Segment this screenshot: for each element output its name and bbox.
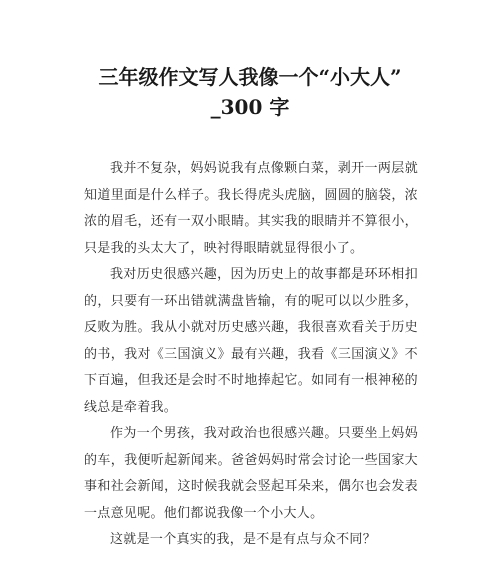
paragraph-conclusion: 这就是一个真实的我，是不是有点与众不同？ — [110, 532, 377, 547]
article-title-line-2: _300 字 — [210, 95, 290, 119]
paragraph-politics: 作为一个男孩，我对政治也很感兴趣。只要坐上妈妈的车，我便听起新闻来。爸爸妈妈时常会讨论一些国家大事和社会新闻，这时候我就会竖起耳朵来，偶尔也会发表一点意见呢。他们都说我像一个小大人。 — [84, 426, 418, 521]
article-title — [80, 62, 420, 122]
paragraph-history: 我对历史很感兴趣，因为历史上的故事都是环环相扣的，只要有一环出错就满盘皆输，有的呢可以以少胜多，反败为胜。我从小就对历史感兴趣，我很喜欢看关于历史的书，我对《三国演义》最有兴趣，我看《三国演义》不下百遍，但我还是会时不时地捧起它。如同有一根神秘的线总是牵着我。 — [84, 267, 418, 415]
paragraph-appearance: 我并不复杂，妈妈说我有点像颗白菜，剥开一两层就知道里面是什么样子。我长得虎头虎脑，圆圆的脑袋，浓浓的眉毛，还有一双小眼睛。其实我的眼睛并不算很小，只是我的头太大了，映衬得眼睛就显得很小了。 — [84, 161, 418, 256]
article-body — [84, 156, 418, 554]
article-title-line-1: 三年级作文写人我像一个“小大人” — [98, 65, 402, 89]
